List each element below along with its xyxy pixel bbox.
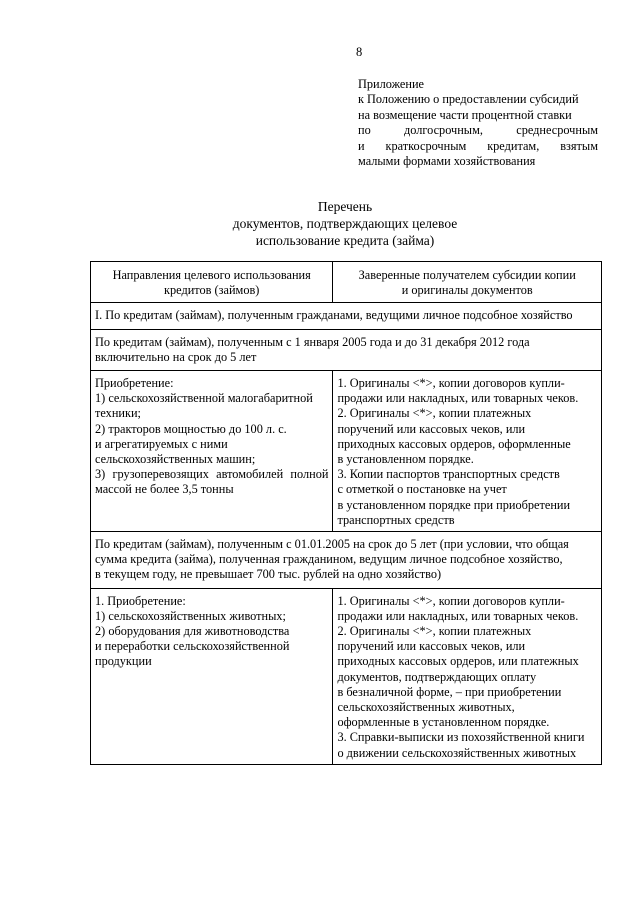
cell-line: 3. Справки-выписки из похозяйственной книги <box>337 730 585 745</box>
cell-line: 3. Копии паспортов транспортных средств <box>337 467 560 482</box>
header-cell-documents <box>333 262 602 303</box>
cell-word: 3) <box>95 467 106 482</box>
cell-line: техники; <box>95 406 141 421</box>
cell-line: массой не более 3,5 тонны <box>95 482 234 497</box>
cell-word: автомобилей <box>216 467 284 482</box>
cell-line: транспортных средств <box>337 512 455 527</box>
header-text: Направления целевого использования <box>112 268 311 282</box>
cell-line: 1) сельскохозяйственной малогабаритной <box>95 391 313 406</box>
subsection-text: включительно на срок до 5 лет <box>95 349 257 364</box>
title-line: Перечень <box>317 199 373 214</box>
appendix-heading <box>358 77 598 169</box>
appendix-line: Приложение <box>358 77 424 91</box>
cell-line: поручений или кассовых чеков, или <box>337 639 526 654</box>
document-title <box>90 198 600 249</box>
subsection-heading <box>91 329 602 370</box>
cell-line: приходных кассовых ордеров, оформленные <box>337 436 571 451</box>
header-text: кредитов (займов) <box>164 283 260 298</box>
subsection-row <box>91 532 602 589</box>
appendix-word: взятым <box>560 138 598 153</box>
cell-line: и агрегатируемых с ними <box>95 436 228 451</box>
documents-cell <box>333 588 602 764</box>
subsection-heading <box>91 532 602 589</box>
cell-line: 1) сельскохозяйственных животных; <box>95 608 286 623</box>
cell-line: продажи или накладных, или товарных чеков. <box>337 608 579 623</box>
cell-line: 2) тракторов мощностью до 100 л. с. <box>95 421 287 436</box>
cell-line: оформленные в установленном порядке. <box>337 715 550 730</box>
cell-line: 1. Оригиналы <*>, копии договоров купли- <box>337 376 565 391</box>
subsection-text: По кредитам (займам), полученным с 01.01.2005 на срок до 5 лет (при условии, что общая <box>95 537 569 552</box>
directions-cell <box>91 588 333 764</box>
title-line: документов, подтверждающих целевое <box>232 216 458 231</box>
title-line: использование кредита (займа) <box>255 233 435 248</box>
cell-line: поручений или кассовых чеков, или <box>337 421 526 436</box>
appendix-line: к Положению о предоставлении субсидий <box>358 92 579 107</box>
cell-word: грузоперевозящих <box>112 467 209 482</box>
subsection-text: По кредитам (займам), полученным с 1 января 2005 года и до 31 декабря 2012 года <box>95 334 530 349</box>
cell-line: в установленном порядке. <box>337 452 474 467</box>
section-text: I. По кредитам (займам), полученным гражданами, ведущими личное подсобное хозяйство <box>95 308 573 323</box>
cell-line: сельскохозяйственных животных, <box>337 700 515 715</box>
appendix-word: среднесрочным <box>516 123 598 138</box>
section-row <box>91 303 602 329</box>
cell-line: документов, подтверждающих оплату <box>337 669 537 684</box>
cell-line: и переработки сельскохозяйственной <box>95 639 290 654</box>
cell-line: Приобретение: <box>95 376 174 391</box>
cell-line: 1. Оригиналы <*>, копии договоров купли- <box>337 593 565 608</box>
appendix-line: на возмещение части процентной ставки <box>358 107 572 122</box>
cell-line: в безналичной форме, – при приобретении <box>337 684 562 699</box>
cell-line: сельскохозяйственных машин; <box>95 452 256 467</box>
header-cell-directions <box>91 262 333 303</box>
cell-justified-line <box>95 467 328 482</box>
directions-cell <box>91 371 333 532</box>
appendix-line: малыми формами хозяйствования <box>358 154 536 169</box>
cell-line: продукции <box>95 654 152 669</box>
cell-line: в установленном порядке при приобретении <box>337 497 571 512</box>
cell-line: о движении сельскохозяйственных животных <box>337 745 577 760</box>
subsection-row <box>91 329 602 370</box>
cell-line: приходных кассовых ордеров, или платежных <box>337 654 579 669</box>
table-header-row <box>91 262 602 303</box>
appendix-word: по <box>358 123 371 138</box>
subsection-text: сумма кредита (займа), полученная гражданином, ведущим личное подсобное хозяйство, <box>95 552 563 567</box>
page-number: 8 <box>356 45 363 59</box>
section-heading <box>91 303 602 329</box>
appendix-justified-line <box>358 139 598 154</box>
cell-line: 2. Оригиналы <*>, копии платежных <box>337 624 532 639</box>
appendix-word: и <box>358 138 365 153</box>
subsection-text: в текущем году, не превышает 700 тыс. рублей на одно хозяйство) <box>95 567 442 582</box>
cell-line: 2. Оригиналы <*>, копии платежных <box>337 406 532 421</box>
header-text: Заверенные получателем субсидии копии <box>358 268 576 282</box>
cell-line: с отметкой о постановке на учет <box>337 482 507 497</box>
header-text: и оригиналы документов <box>401 283 533 298</box>
appendix-word: долгосрочным, <box>404 123 483 138</box>
cell-line: 1. Приобретение: <box>95 593 186 608</box>
cell-word: полной <box>290 467 329 482</box>
appendix-justified-line <box>358 123 598 138</box>
appendix-word: кредитам, <box>487 138 540 153</box>
appendix-word: краткосрочным <box>385 138 467 153</box>
table-row <box>91 371 602 532</box>
cell-line: продажи или накладных, или товарных чеков. <box>337 391 579 406</box>
cell-line: 2) оборудования для животноводства <box>95 624 290 639</box>
documents-table <box>90 261 602 765</box>
table-row <box>91 588 602 764</box>
documents-cell <box>333 371 602 532</box>
